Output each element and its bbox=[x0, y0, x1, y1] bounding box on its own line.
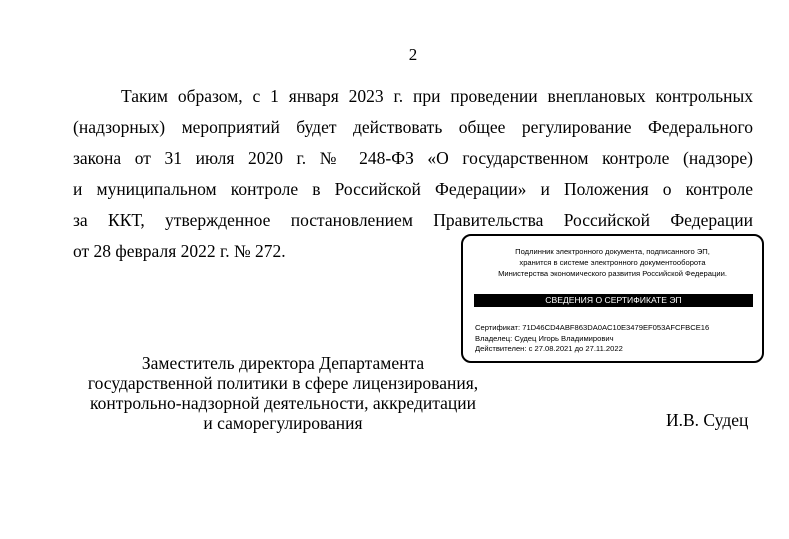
stamp-banner: СВЕДЕНИЯ О СЕРТИФИКАТЕ ЭП bbox=[474, 294, 753, 307]
stamp-validity: Действителен: с 27.08.2021 до 27.11.2022 bbox=[475, 344, 623, 353]
stamp-note-line: Подлинник электронного документа, подписанного ЭП, bbox=[515, 247, 710, 256]
signatory-position-line: Заместитель директора Департамента bbox=[141, 353, 425, 373]
stamp-note-line: Министерства экономического развития Российской Федерации. bbox=[498, 269, 727, 278]
stamp-note-line: хранится в системе электронного документооборота bbox=[519, 258, 706, 267]
body-line: и муниципальном контроле в Российской Федерации» и Положения о контроле bbox=[73, 179, 753, 199]
signatory-position bbox=[60, 353, 506, 433]
body-line: (надзорных) мероприятий будет действовать общее регулирование Федерального bbox=[73, 117, 753, 137]
body-line: Таким образом, с 1 января 2023 г. при проведении внеплановых контрольных bbox=[121, 86, 753, 106]
body-line: за ККТ, утвержденное постановлением Правительства Российской Федерации bbox=[73, 210, 753, 230]
body-line: закона от 31 июля 2020 г. № 248-ФЗ «О государственном контроле (надзоре) bbox=[73, 148, 753, 168]
signatory-position-line: и саморегулирования bbox=[203, 413, 363, 433]
stamp-certificate: Сертификат: 71D46CD4ABF863DA0AC10E3479EF053AFCFBCE16 bbox=[475, 323, 710, 332]
signatory-name: И.В. Судец bbox=[666, 410, 749, 430]
stamp-note bbox=[471, 246, 754, 279]
page-number: 2 bbox=[408, 45, 418, 64]
stamp-details bbox=[475, 323, 709, 355]
stamp-owner: Владелец: Судец Игорь Владимирович bbox=[475, 333, 614, 343]
signatory-position-line: государственной политики в сфере лицензирования, bbox=[87, 373, 479, 393]
electronic-signature-stamp bbox=[461, 234, 764, 363]
body-line: от 28 февраля 2022 г. № 272. bbox=[73, 241, 286, 261]
signatory-position-line: контрольно-надзорной деятельности, аккредитации bbox=[90, 393, 476, 413]
